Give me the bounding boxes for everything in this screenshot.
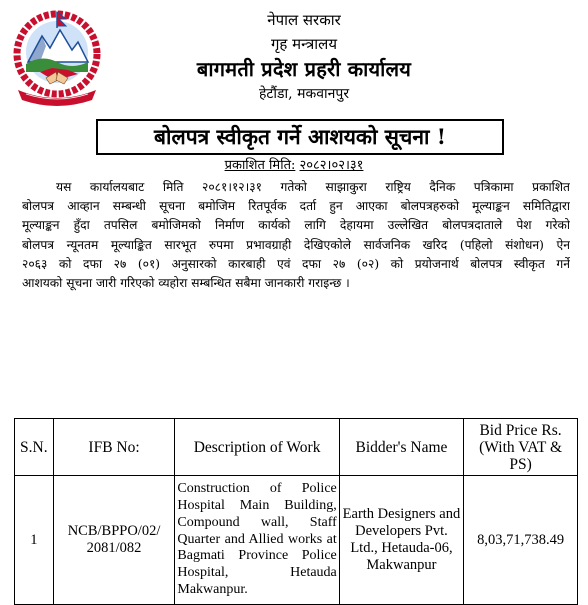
- office-location: हेटौंडा, मकवानपुर: [258, 86, 350, 102]
- bid-table: [14, 418, 578, 605]
- notice-title: बोलपत्र स्वीकृत गर्ने आशयको सूचना !: [154, 124, 446, 149]
- office-name: बागमती प्रदेश प्रहरी कार्यालय: [196, 57, 412, 81]
- notice-body-line: यस कार्यालयबाट मिति २०८१।१२।३१ गतेको साझाकुरा राष्ट्रिय दैनिक पत्रिकामा प्रकाशित: [56, 180, 570, 194]
- cell-price: 8,03,71,738.49: [464, 476, 578, 605]
- table-row: [15, 476, 578, 605]
- cell-sn: 1: [15, 476, 54, 605]
- ministry-name: गृह मन्त्रालय: [270, 35, 338, 53]
- header-bidder: Bidder's Name: [339, 419, 463, 476]
- header-sn: S.N.: [15, 419, 54, 476]
- government-name: नेपाल सरकार: [267, 11, 341, 29]
- notice-body-line: २०६३ को दफा २७ (०१) अनुसारको कारबाही एवं दफा २७ (०२) को प्रयोजनार्थ बोलपत्र स्वीकृत गर्ने: [22, 256, 570, 271]
- published-date: २०८२।०२।३१: [299, 158, 364, 173]
- cell-description: Construction of Police Hospital Main Building, Compound wall, Staff Quarter and Allied works at Bagmati Province Police Hospital, Hetauda Makwanpur.: [175, 476, 339, 605]
- header-ifb: IFB No:: [53, 419, 175, 476]
- cell-bidder: Earth Designers and Developers Pvt. Ltd., Hetauda-06, Makwanpur: [339, 476, 463, 605]
- bid-table-header-row: [15, 419, 578, 476]
- header-price: Bid Price Rs. (With VAT & PS): [464, 419, 578, 476]
- header-description: Description of Work: [175, 419, 339, 476]
- published-label: प्रकाशित मिति:: [224, 158, 296, 173]
- published-date-line: [0, 155, 588, 173]
- notice-body-line: बोलपत्र आव्हान सम्बन्धी सूचना बमोजिम रितपूर्वक दर्ता हुन आएका बोलपत्रहरुको मूल्याङ्कन समितिद्वारा: [22, 199, 570, 214]
- notice-body: [22, 178, 570, 293]
- cell-ifb: NCB/BPPO/02/ 2081/082: [53, 476, 175, 605]
- notice-body-line: आशयको सूचना जारी गरिएको व्यहोरा सम्बन्धित सबैमा जानकारी गराइन्छ ।: [22, 276, 350, 291]
- notice-body-line: बोलपत्र न्यूनतम मूल्याङ्कित सारभूत रुपमा प्रभावग्राही देखिएकोले सार्वजनिक खरिद (पहिलो संशोधन) ऐन: [22, 237, 570, 252]
- notice-body-line: मूल्याङ्कन हुँदा तपसिल बमोजिमको निर्माण कार्यको लागि देहायमा उल्लेखित बोलपत्रदाताले पेश गरेको: [22, 218, 570, 233]
- notice-title-box: [96, 119, 504, 155]
